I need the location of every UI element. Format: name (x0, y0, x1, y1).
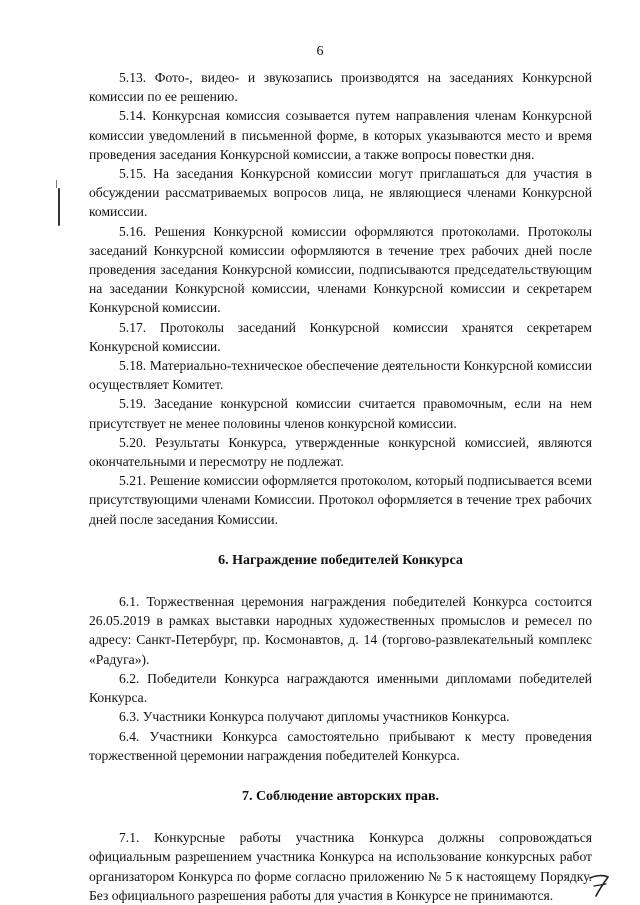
clause-6-2: 6.2. Победители Конкурса награждаются именными дипломами победителей Конкурса. (89, 670, 592, 706)
margin-tick-mark (56, 180, 60, 188)
margin-pen-mark (58, 188, 60, 226)
clause-5-13: 5.13. Фото-, видео- и звукозапись производятся на заседаниях Конкурсной комиссии по ее решению. (89, 70, 592, 105)
document-body (89, 68, 592, 905)
clause-5-14: 5.14. Конкурсная комиссия созывается путем направления членам Конкурсной комиссии уведомлений в письменной форме, в которых указываются место и время проведения заседания Конкурсной комиссии, а также вопросы повестки дня. (89, 108, 592, 162)
clause-5-15: 5.15. На заседания Конкурсной комиссии могут приглашаться для участия в обсуждении рассматриваемых вопросов лица, не являющиеся членами Конкурсной комиссии. (89, 166, 592, 220)
page-number: 6 (316, 44, 324, 59)
clause-6-1: 6.1. Торжественная церемония награждения победителей Конкурса состоится 26.05.2019 в рамках выставки народных художественных промыслов и ремесел по адресу: Санкт-Петербург, пр. Космонавтов, д. 14 (торгово-развлекательный комплекс «Радуга»). (89, 594, 592, 667)
section-7-heading: 7. Соблюдение авторских прав. (241, 788, 440, 804)
clause-5-20: 5.20. Результаты Конкурса, утвержденные конкурсной комиссией, являются окончательными и пересмотру не подлежат. (89, 434, 592, 470)
handwritten-page-mark (586, 872, 614, 898)
clause-5-18: 5.18. Материально-техническое обеспечение деятельности Конкурсной комиссии осуществляет Комитет. (89, 358, 592, 393)
clause-6-4: 6.4. Участники Конкурса самостоятельно прибывают к месту проведения торжественной церемонии награждения победителей Конкурса. (89, 728, 592, 763)
clause-7-1: 7.1. Конкурсные работы участника Конкурса должны сопровождаться официальным разрешением участника Конкурса на использование конкурсных работ организатором Конкурса по форме согласно приложению № 5 к настоящему Порядку. Без официального разрешения работы для участия в Конкурсе не принимаются. (89, 830, 592, 903)
clause-5-19: 5.19. Заседание конкурсной комиссии считается правомочным, если на нем присутствует не менее половины членов конкурсной комиссии. (89, 396, 592, 431)
section-6-heading: 6. Награждение победителей Конкурса (218, 552, 463, 568)
clause-6-3: 6.3. Участники Конкурса получают дипломы участников Конкурса. (119, 709, 510, 725)
clause-5-21: 5.21. Решение комиссии оформляется протоколом, который подписывается всеми присутствующими членами Комиссии. Протокол оформляется в течение трех рабочих дней после заседания Комиссии. (89, 473, 592, 527)
clause-5-17: 5.17. Протоколы заседаний Конкурсной комиссии хранятся секретарем Конкурсной комиссии. (89, 319, 592, 354)
clause-5-16: 5.16. Решения Конкурсной комиссии оформляются протоколами. Протоколы заседаний Конкурсной комиссии оформляются в течение трех рабочих дней после проведения заседания Конкурсной комиссии, подписываются председательствующим на заседании Конкурсной комиссии, членами Конкурсной комиссии и секретарем Конкурсной комиссии. (89, 223, 592, 316)
